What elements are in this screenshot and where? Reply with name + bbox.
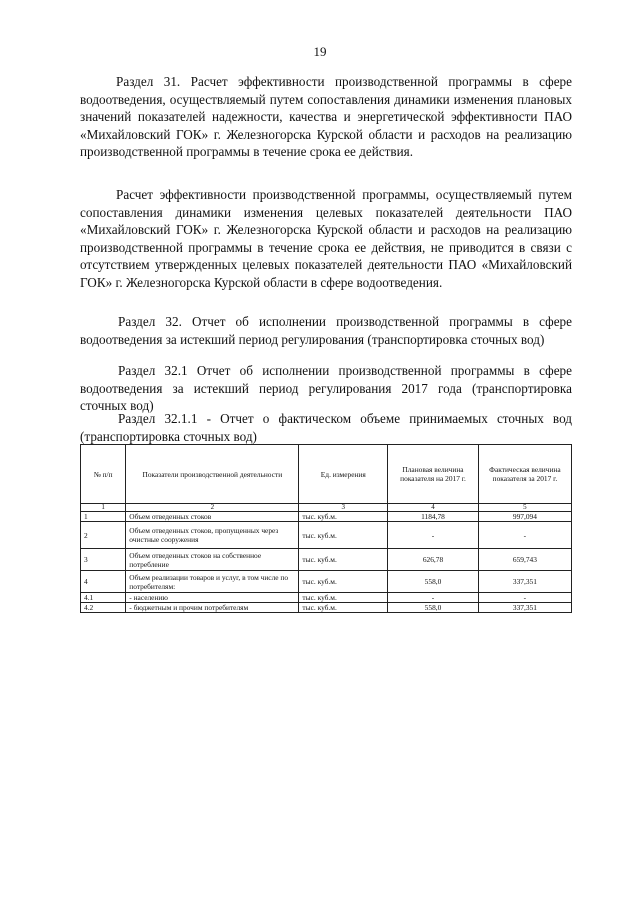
row-indicator: Объем реализации товаров и услуг, в том числе по потребителям: — [126, 571, 299, 593]
column-index: 3 — [299, 504, 388, 512]
row-num: 3 — [81, 549, 126, 571]
row-plan: 558,0 — [388, 571, 479, 593]
header-indicator: Показатели производственной деятельности — [126, 445, 299, 504]
table-header-row — [81, 445, 572, 504]
header-num: № п/п — [81, 445, 126, 504]
row-unit: тыс. куб.м. — [299, 512, 388, 522]
header-plan: Плановая величина показателя на 2017 г. — [388, 445, 479, 504]
section-31-title: Раздел 31. Расчет эффективности производственной программы в сфере водоотведения, осуществляемый путем сопоставления динамики изменения плановых значений показателей надежности, качества и энергетической эффективности ПАО «Михайловский ГОК» г. Железногорска Курской области и расходов на реализацию производственной программы в течение срока ее действия. — [80, 74, 572, 159]
row-plan: 558,0 — [388, 603, 479, 613]
row-fact: - — [478, 522, 571, 549]
wastewater-report-table — [80, 444, 572, 613]
column-index: 5 — [478, 504, 571, 512]
header-unit: Ед. измерения — [299, 445, 388, 504]
row-unit: тыс. куб.м. — [299, 549, 388, 571]
row-indicator: Объем отведенных стоков на собственное потребление — [126, 549, 299, 571]
row-fact: 337,351 — [478, 603, 571, 613]
header-fact: Фактическая величина показателя за 2017 г. — [478, 445, 571, 504]
row-num: 4.1 — [81, 593, 126, 603]
row-unit: тыс. куб.м. — [299, 603, 388, 613]
page-number: 19 — [313, 44, 327, 59]
row-indicator: Объем отведенных стоков, пропущенных через очистные сооружения — [126, 522, 299, 549]
row-fact: 997,094 — [478, 512, 571, 522]
row-num: 4.2 — [81, 603, 126, 613]
table-row — [81, 522, 572, 549]
row-num: 1 — [81, 512, 126, 522]
column-index: 2 — [126, 504, 299, 512]
row-indicator: Объем отведенных стоков — [126, 512, 299, 522]
row-indicator: - бюджетным и прочим потребителям — [126, 603, 299, 613]
row-plan: 1184,78 — [388, 512, 479, 522]
row-num: 4 — [81, 571, 126, 593]
column-index: 4 — [388, 504, 479, 512]
row-unit: тыс. куб.м. — [299, 593, 388, 603]
row-unit: тыс. куб.м. — [299, 571, 388, 593]
table-row — [81, 603, 572, 613]
row-num: 2 — [81, 522, 126, 549]
row-plan: - — [388, 522, 479, 549]
row-fact: 659,743 — [478, 549, 571, 571]
section-32-1-1-title: Раздел 32.1.1 - Отчет о фактическом объеме принимаемых сточных вод (транспортировка сточных вод) — [80, 411, 572, 444]
column-index: 1 — [81, 504, 126, 512]
column-index-row — [81, 504, 572, 512]
row-plan: 626,78 — [388, 549, 479, 571]
section-32-title: Раздел 32. Отчет об исполнении производственной программы в сфере водоотведения за истекший период регулирования (транспортировка сточных вод) — [80, 314, 572, 347]
row-fact: - — [478, 593, 571, 603]
table-row — [81, 512, 572, 522]
section-31-body: Расчет эффективности производственной программы, осуществляемый путем сопоставления динамики изменения целевых показателей деятельности ПАО «Михайловский ГОК» г. Железногорска Курской области и расходов на реализацию производственной программы в течение срока ее действия, не приводится в связи с отсутствием утвержденных целевых показателей деятельности ПАО «Михайловский ГОК» г. Железногорска Курской области в сфере водоотведения. — [80, 187, 572, 290]
table-row — [81, 593, 572, 603]
row-fact: 337,351 — [478, 571, 571, 593]
row-unit: тыс. куб.м. — [299, 522, 388, 549]
row-indicator: - населению — [126, 593, 299, 603]
table-row — [81, 549, 572, 571]
row-plan: - — [388, 593, 479, 603]
section-32-1-title: Раздел 32.1 Отчет об исполнении производственной программы в сфере водоотведения за истекший период регулирования 2017 года (транспортировка сточных вод) — [80, 363, 572, 413]
table-row — [81, 571, 572, 593]
